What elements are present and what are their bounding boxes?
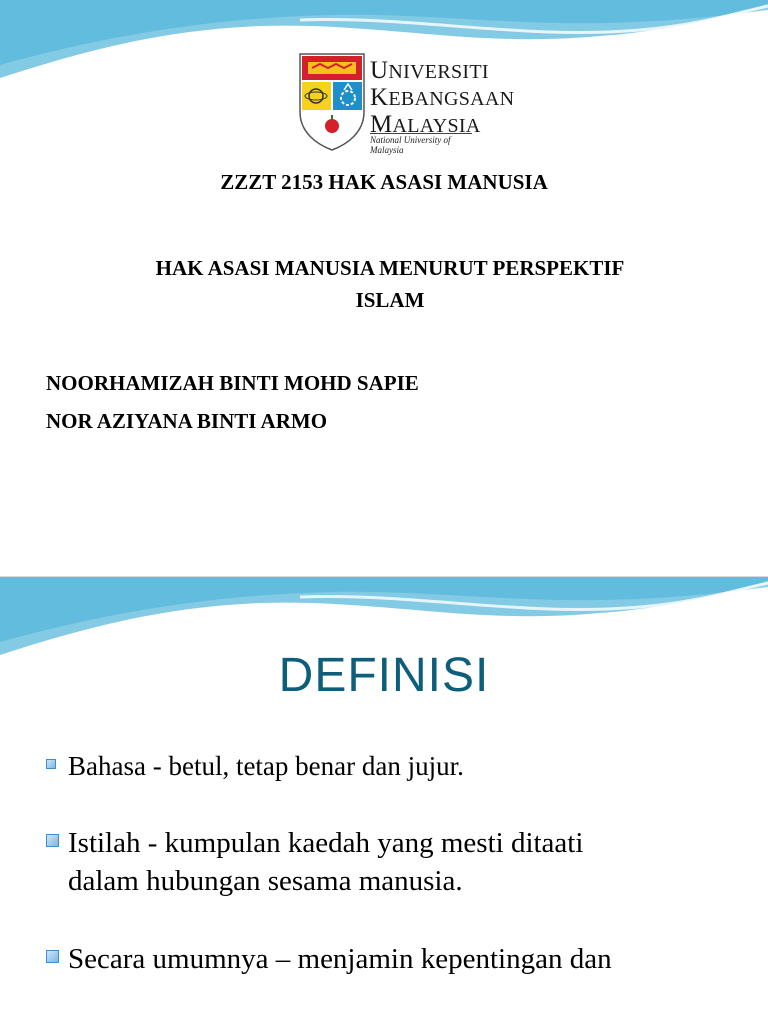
checkbox-bullet-icon xyxy=(46,759,56,769)
wordmark-rest: NIVERSITI xyxy=(388,61,489,83)
wordmark-rest: EBANGSAAN xyxy=(388,88,515,110)
wordmark-rest: ALAYSIA xyxy=(392,115,481,137)
checkbox-bullet-icon xyxy=(46,834,59,847)
wordmark-initial: M xyxy=(370,111,393,138)
bullet-text: Secara umumnya – menjamin kepentingan dan xyxy=(68,943,612,975)
university-wordmark xyxy=(370,58,514,139)
bullet-item xyxy=(46,824,746,900)
presentation-title xyxy=(40,252,740,316)
title-line: HAK ASASI MANUSIA MENURUT PERSPEKTIF xyxy=(155,256,625,280)
author-list xyxy=(46,364,419,440)
author-name: NOORHAMIZAH BINTI MOHD SAPIE xyxy=(46,371,419,395)
definition-slide xyxy=(0,577,768,1024)
slide-heading: DEFINISI xyxy=(278,649,490,702)
university-subtitle: National University of Malaysia xyxy=(370,133,472,155)
wordmark-initial: U xyxy=(370,57,389,84)
checkbox-bullet-icon xyxy=(46,950,59,963)
bullet-item xyxy=(46,940,746,978)
bullet-text: dalam hubungan sesama manusia. xyxy=(68,865,463,897)
wordmark-initial: K xyxy=(370,84,389,111)
bullet-item xyxy=(46,747,746,785)
title-line: ISLAM xyxy=(355,288,425,312)
bullet-text: Bahasa - betul, tetap benar dan jujur. xyxy=(68,751,464,781)
author-name: NOR AZIYANA BINTI ARMO xyxy=(46,409,328,433)
bullet-text: Istilah - kumpulan kaedah yang mesti ditaati xyxy=(68,827,584,859)
bullet-list xyxy=(46,747,746,978)
course-title: ZZZT 2153 HAK ASASI MANUSIA xyxy=(220,170,548,194)
